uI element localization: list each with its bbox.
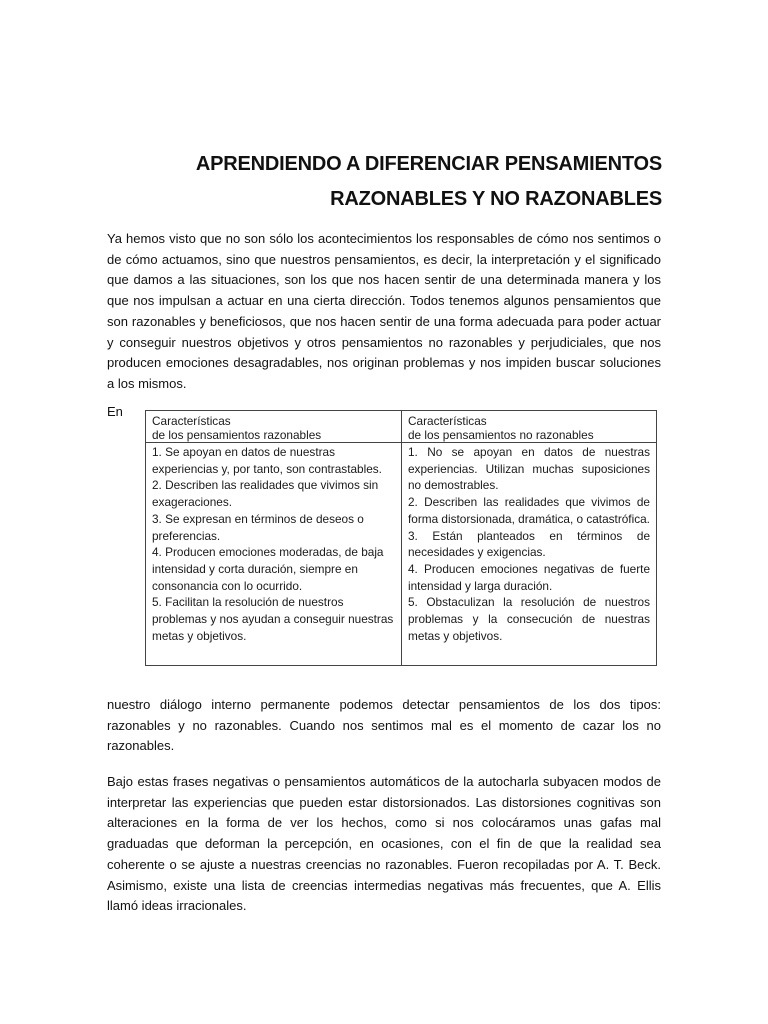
dialogue-paragraph: nuestro diálogo interno permanente podemos detectar pensamientos de los dos tipos: razonables y no razonables. Cuando nos sentimos mal es el momento de cazar los no razonables. [107,697,661,754]
reasonable-header-line-1: Características [152,414,231,428]
distortions-paragraph: Bajo estas frases negativas o pensamientos automáticos de la autocharla subyacen modos de interpretar las experiencias que pueden estar distorsionados. Las distorsiones cognitivas son alteraciones en la forma de ver los hechos, como si nos colocáramos unas gafas mal graduadas que deforman la percepción, en ocasiones, con el fin de que la realidad sea coherente o se ajuste a nuestras creencias no razonables. Fueron recopiladas por A. T. Beck. Asimismo, existe una lista de creencias intermedias negativas más frecuentes, que A. Ellis llamó ideas irracionales. [107,774,661,914]
page-title [100,147,662,217]
unreasonable-item-4: 4. Producen emociones negativas de fuerte intensidad y larga duración. [408,561,650,593]
reasonable-column-header [146,411,401,443]
unreasonable-column-header [402,411,656,443]
reasonable-item-4: 4. Producen emociones moderadas, de baja intensidad y corta duración, siempre en consonancia con lo ocurrido. [152,545,384,593]
intro-paragraph: Ya hemos visto que no son sólo los acontecimientos los responsables de cómo nos sentimos o de cómo actuamos, sino que nuestros pensamientos, es decir, la interpretación y el significado que damos a las situaciones, son los que nos hacen sentir de una determinada manera y los que nos impulsan a actuar en una cierta dirección. Todos tenemos algunos pensamientos que son razonables y beneficiosos, que nos hacen sentir de una forma adecuada para poder actuar y conseguir nuestros objetivos y otros pensamientos no razonables y perjudiciales, que nos producen emociones desagradables, nos originan problemas y nos impiden buscar soluciones a los mismos. [107,231,661,391]
unreasonable-item-1: 1. No se apoyan en datos de nuestras experiencias. Utilizan muchas suposiciones no demostrables. [408,445,650,493]
unreasonable-thoughts-column [401,411,656,665]
reasonable-item-3: 3. Se expresan en términos de deseos o preferencias. [152,511,364,543]
reasonable-thoughts-column [146,411,401,665]
reasonable-items [146,444,401,644]
unreasonable-items [402,444,656,644]
reasonable-item-1: 1. Se apoyan en datos de nuestras experiencias y, por tanto, son contrastables. [152,445,382,476]
en-word: En [107,404,123,419]
unreasonable-item-2: 2. Describen las realidades que vivimos de forma distorsionada, dramática, o catastrófica. [408,495,650,526]
reasonable-item-5: 5. Facilitan la resolución de nuestros problemas y nos ayudan a conseguir nuestras metas y objetivos. [152,595,394,643]
reasonable-header-line-2: de los pensamientos razonables [152,428,322,442]
unreasonable-item-3: 3. Están planteados en términos de necesidades y exigencias. [408,528,650,560]
unreasonable-header-line-2: de los pensamientos no razonables [408,428,594,442]
unreasonable-item-5: 5. Obstaculizan la resolución de nuestros problemas y la consecución de nuestras metas y objetivos. [408,595,650,643]
unreasonable-header-line-1: Características [408,414,487,428]
reasonable-item-2: 2. Describen las realidades que vivimos sin exageraciones. [152,478,379,510]
title-line-2: RAZONABLES Y NO RAZONABLES [330,188,662,210]
comparison-table [145,410,657,666]
title-line-1: APRENDIENDO A DIFERENCIAR PENSAMIENTOS [195,153,662,175]
